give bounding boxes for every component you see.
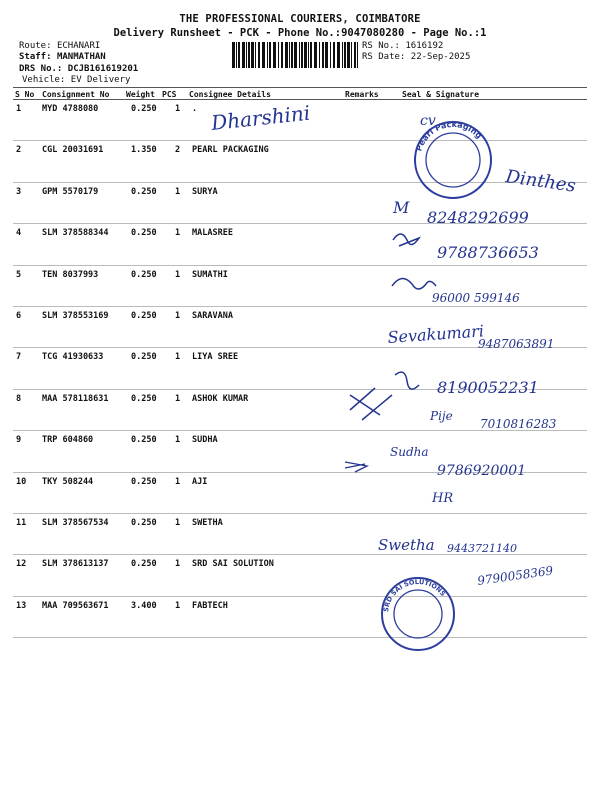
signature-9-phone: 9786920001 bbox=[437, 463, 527, 479]
cell-weight: 0.250 bbox=[131, 435, 157, 446]
cell-consignment: TEN 8037993 bbox=[42, 269, 99, 280]
rs-date-line bbox=[362, 52, 470, 63]
table-row bbox=[0, 104, 600, 144]
route-line bbox=[19, 41, 100, 52]
table-row bbox=[0, 559, 600, 599]
table-row bbox=[0, 394, 600, 434]
signature-4: 9788736653 bbox=[437, 243, 539, 262]
signature-3-initials: M bbox=[393, 198, 410, 217]
cell-sno: 12 bbox=[16, 559, 27, 570]
signature-3: 8248292699 bbox=[427, 208, 529, 227]
table-top-rule bbox=[13, 87, 587, 88]
cell-consignee: SURYA bbox=[192, 186, 218, 197]
cell-pcs: 1 bbox=[175, 104, 181, 114]
staff-value: MANMATHAN bbox=[56, 52, 106, 62]
cell-pcs: 1 bbox=[175, 600, 181, 611]
cell-sno: 1 bbox=[16, 104, 22, 114]
signature-1: Dharshini bbox=[210, 100, 312, 135]
cell-pcs: 1 bbox=[175, 352, 181, 363]
vehicle-line bbox=[22, 75, 130, 86]
vehicle-label: Vehicle: bbox=[22, 75, 66, 85]
table-row bbox=[0, 352, 600, 392]
cell-consignment: MYD 4788080 bbox=[42, 104, 99, 114]
col-consignment: Consignment No bbox=[42, 90, 110, 99]
cell-weight: 0.250 bbox=[131, 559, 157, 570]
cell-pcs: 1 bbox=[175, 311, 181, 321]
col-sno: S No bbox=[15, 90, 35, 99]
row-divider bbox=[13, 347, 587, 348]
cell-pcs: 1 bbox=[175, 518, 181, 528]
staff-label: Staff: bbox=[19, 52, 52, 62]
signature-2: Dinthes bbox=[504, 166, 578, 197]
signature-12: 9790058369 bbox=[476, 563, 555, 588]
cell-consignment: SLM 378613137 bbox=[42, 559, 109, 570]
table-row bbox=[0, 601, 600, 641]
row-divider bbox=[13, 513, 587, 514]
signature-7: 8190052231 bbox=[437, 378, 539, 397]
table-row bbox=[0, 477, 600, 517]
row-divider bbox=[13, 265, 587, 266]
cell-consignee: ASHOK KUMAR bbox=[192, 393, 249, 404]
signature-5: 96000 599146 bbox=[432, 291, 520, 305]
signature-10: HR bbox=[432, 491, 454, 506]
cell-pcs: 1 bbox=[175, 476, 181, 487]
cell-weight: 0.250 bbox=[131, 393, 157, 404]
cell-sno: 13 bbox=[16, 600, 27, 611]
signature-1-mark: cv bbox=[420, 113, 436, 129]
cell-consignment: TRP 604860 bbox=[42, 435, 94, 446]
cell-pcs: 1 bbox=[175, 393, 181, 404]
barcode-image bbox=[232, 42, 358, 68]
table-row bbox=[0, 435, 600, 475]
cell-consignee: . bbox=[192, 104, 198, 114]
cell-pcs: 1 bbox=[175, 559, 181, 570]
route-value: ECHANARI bbox=[56, 41, 101, 51]
cell-sno: 10 bbox=[16, 476, 27, 487]
cell-consignee: AJI bbox=[192, 476, 208, 487]
signature-8: 7010816283 bbox=[480, 417, 557, 431]
cell-weight: 0.250 bbox=[131, 518, 157, 528]
cell-consignee: SRD SAI SOLUTION bbox=[192, 559, 274, 570]
cell-weight: 0.250 bbox=[131, 476, 157, 487]
cell-weight: 0.250 bbox=[131, 269, 157, 280]
row-divider bbox=[13, 223, 587, 224]
signature-11: Swetha bbox=[378, 536, 435, 554]
stamp-2-text: Pearl Packaging bbox=[414, 119, 484, 153]
header-bottom-rule bbox=[13, 99, 587, 100]
cell-weight: 0.250 bbox=[131, 352, 157, 363]
cell-consignee: FABTECH bbox=[192, 600, 228, 611]
row-divider bbox=[13, 389, 587, 390]
rs-date-value: 22-Sep-2025 bbox=[410, 52, 471, 62]
row-divider bbox=[13, 306, 587, 307]
cell-weight: 1.350 bbox=[131, 145, 157, 156]
cell-consignment: CGL 20031691 bbox=[42, 145, 104, 156]
rs-no-value: 1616192 bbox=[405, 41, 444, 51]
cell-pcs: 1 bbox=[175, 435, 181, 446]
signature-8-mark: Pije bbox=[430, 409, 453, 423]
row-divider bbox=[13, 430, 587, 431]
drs-label: DRS No.: bbox=[19, 64, 63, 74]
company-name: THE PROFESSIONAL COURIERS, COIMBATORE bbox=[179, 13, 421, 25]
cell-consignment: MAA 578118631 bbox=[42, 393, 109, 404]
cell-weight: 0.250 bbox=[131, 228, 157, 239]
signature-9: Sudha bbox=[390, 445, 429, 459]
table-row bbox=[0, 228, 600, 268]
cell-sno: 4 bbox=[16, 228, 22, 239]
cell-sno: 11 bbox=[16, 518, 27, 528]
col-weight: Weight bbox=[126, 90, 155, 99]
rs-date-label: RS Date: bbox=[362, 52, 406, 62]
table-row bbox=[0, 270, 600, 310]
vehicle-value: EV Delivery bbox=[70, 75, 131, 85]
cell-sno: 8 bbox=[16, 393, 22, 404]
cell-weight: 3.400 bbox=[131, 600, 157, 611]
staff-line bbox=[19, 52, 106, 63]
cell-sno: 7 bbox=[16, 352, 22, 363]
cell-pcs: 2 bbox=[175, 145, 181, 156]
rs-no-label: RS No.: bbox=[362, 41, 400, 51]
cell-pcs: 1 bbox=[175, 269, 181, 280]
row-divider bbox=[13, 182, 587, 183]
cell-consignment: TKY 508244 bbox=[42, 476, 94, 487]
row-divider bbox=[13, 140, 587, 141]
row-divider bbox=[13, 472, 587, 473]
table-row bbox=[0, 187, 600, 227]
cell-weight: 0.250 bbox=[131, 311, 157, 321]
cell-consignee: SWETHA bbox=[192, 518, 223, 528]
cell-sno: 2 bbox=[16, 145, 22, 156]
cell-consignment: SLM 378588344 bbox=[42, 228, 109, 239]
row-divider bbox=[13, 596, 587, 597]
runsheet-title: Delivery Runsheet - PCK - Phone No.:9047080280 - Page No.:1 bbox=[113, 27, 487, 39]
signature-6: Sevakumari bbox=[386, 321, 485, 347]
cell-sno: 6 bbox=[16, 311, 22, 321]
cell-sno: 9 bbox=[16, 435, 22, 446]
cell-weight: 0.250 bbox=[131, 104, 157, 114]
table-row bbox=[0, 145, 600, 185]
col-remarks: Remarks bbox=[345, 90, 379, 99]
col-signature: Seal & Signature bbox=[402, 90, 480, 99]
route-label: Route: bbox=[19, 41, 52, 51]
cell-consignment: TCG 41930633 bbox=[42, 352, 104, 363]
cell-consignment: GPM 5570179 bbox=[42, 186, 99, 197]
cell-consignee: SUMATHI bbox=[192, 269, 228, 280]
cell-sno: 3 bbox=[16, 186, 22, 197]
rs-no-line bbox=[362, 41, 443, 52]
cell-consignee: SUDHA bbox=[192, 435, 218, 446]
table-row bbox=[0, 518, 600, 558]
row-divider bbox=[13, 554, 587, 555]
cell-consignment: SLM 378567534 bbox=[42, 518, 109, 528]
cell-consignee: LIYA SREE bbox=[192, 352, 239, 363]
signature-11-phone: 9443721140 bbox=[447, 542, 517, 555]
stamp-12-text: SRD SAI SOLUTIONS bbox=[382, 577, 448, 613]
drs-value: DCJB161619201 bbox=[67, 64, 139, 74]
cell-sno: 5 bbox=[16, 269, 22, 280]
col-consignee: Consignee Details bbox=[189, 90, 271, 99]
cell-pcs: 1 bbox=[175, 228, 181, 239]
cell-consignment: MAA 709563671 bbox=[42, 600, 109, 611]
signature-6-phone: 9487063891 bbox=[478, 337, 555, 351]
cell-consignee: SARAVANA bbox=[192, 311, 233, 321]
cell-pcs: 1 bbox=[175, 186, 181, 197]
cell-weight: 0.250 bbox=[131, 186, 157, 197]
row-divider bbox=[13, 637, 587, 638]
cell-consignee: MALASREE bbox=[192, 228, 233, 239]
cell-consignment: SLM 378553169 bbox=[42, 311, 109, 321]
cell-consignee: PEARL PACKAGING bbox=[192, 145, 269, 156]
table-row bbox=[0, 311, 600, 351]
col-pcs: PCS bbox=[162, 90, 177, 99]
drs-line bbox=[19, 64, 138, 75]
